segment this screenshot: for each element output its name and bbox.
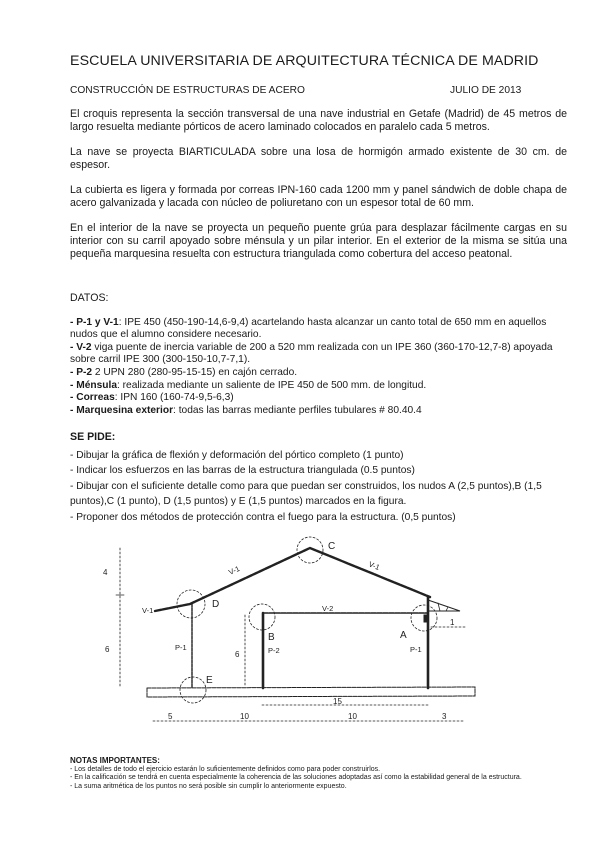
datos-item: - Marquesina exterior: todas las barras mediante perfiles tubulares # 80.40.4 — [70, 404, 422, 416]
datos-item: - Correas: IPN 160 (160-74-9,5-6,3) — [70, 392, 234, 404]
datos-section — [70, 292, 570, 417]
intro-text — [70, 108, 567, 273]
intro-paragraph: La nave se proyecta BIARTICULADA sobre una losa de hormigón armado existente de 30 cm. de espesor. — [70, 146, 567, 171]
dim-eave-height: 6 — [105, 645, 110, 654]
label-v1-mid: V-1 — [227, 564, 242, 577]
datos-item: - P-1 y V-1: IPE 450 (450-190-14,6-9,4) acartelando hasta alcanzar un canto total de 650 mm en aquellos nudos que el alumno considere necesario. — [70, 316, 547, 341]
task-item: - Dibujar con el suficiente detalle como para que puedan ser construidos, los nudos A (2,5 puntos),B (1,5 puntos),C (1 punto), D (1,5 puntos) y E (1,5 puntos) marcados en la figura. — [70, 480, 542, 508]
notes-section — [70, 757, 550, 791]
dim-beam-height: 6 — [235, 650, 240, 659]
se-pide-heading: SE PIDE: — [70, 431, 116, 443]
roof-beam-v1 — [155, 548, 430, 611]
portal-frame-sketch — [90, 530, 490, 740]
intro-paragraph: En el interior de la nave se proyecta un pequeño puente grúa para desplazar fácilmente cargas en su interior con su carril apoyado sobre ménsula y un pilar interior. En el exterior de la misma se sitúa una pequeña marquesina resuelta con estructura triangulada como cobertura del acceso peatonal. — [70, 222, 567, 260]
dim-bottom: 10 — [348, 712, 357, 721]
course-subject: CONSTRUCCIÓN DE ESTRUCTURAS DE ACERO — [70, 85, 305, 96]
note-item: - La suma aritmética de los puntos no será posible sin cumplir lo anteriormente expuesto. — [70, 782, 347, 790]
label-v1-left: V-1 — [142, 606, 154, 615]
datos-item: - P-2 2 UPN 280 (280-95-15-15) en cajón cerrado. — [70, 366, 298, 378]
label-v2: V-2 — [322, 604, 334, 613]
dim-roof-rise: 4 — [103, 568, 108, 577]
detail-circles — [177, 537, 437, 703]
label-p2: P-2 — [268, 646, 280, 655]
canopy-truss — [428, 600, 460, 611]
dim-bottom: 3 — [442, 712, 447, 721]
dim-bottom: 5 — [168, 712, 173, 721]
label-p1-right: P-1 — [410, 645, 422, 654]
datos-heading: DATOS: — [70, 292, 109, 304]
intro-paragraph: La cubierta es ligera y formada por correas IPN-160 cada 1200 mm y panel sándwich de doble chapa de acero galvanizada y lacada con núcleo de poliuretano con un espesor total de 60 mm. — [70, 184, 567, 209]
note-item: - En la calificación se tendrá en cuenta especialmente la coherencia de las soluciones adoptadas así como la estabilidad general de la estructura. — [70, 774, 522, 782]
datos-item: - Ménsula: realizada mediante un saliente de IPE 450 de 500 mm. de longitud. — [70, 379, 427, 391]
datos-item: - V-2 viga puente de inercia variable de 200 a 520 mm realizada con un IPE 360 (360-170-12,7-8) apoyada sobre carril IPE 300 (300-150-10,7-7,1). — [70, 341, 553, 366]
dim-bracket: 1 — [450, 618, 455, 627]
exam-date: JULIO DE 2013 — [450, 85, 522, 96]
node-a-label: A — [400, 630, 407, 641]
dim-bottom: 10 — [240, 712, 249, 721]
node-d-label: D — [212, 599, 220, 610]
se-pide-section — [70, 430, 570, 526]
school-title: ESCUELA UNIVERSITARIA DE ARQUITECTURA TÉCNICA DE MADRID — [70, 53, 539, 69]
note-item: - Los detalles de todo el ejercicio estarán lo suficientemente definidos como para poder construirlos. — [70, 765, 381, 773]
task-item: - Indicar los esfuerzos en las barras de la estructura triangulada (0.5 puntos) — [70, 465, 415, 477]
label-p1-left: P-1 — [175, 643, 187, 652]
node-b-label: B — [268, 632, 275, 643]
dimension-lines — [116, 548, 465, 721]
dim-span-15: 15 — [333, 697, 342, 706]
label-v1-right: V-1 — [367, 559, 382, 573]
node-c-label: C — [328, 541, 336, 552]
bracket — [424, 615, 428, 622]
task-item: - Proponer dos métodos de protección contra el fuego para la estructura. (0,5 puntos) — [70, 511, 456, 523]
node-e-label: E — [206, 675, 213, 686]
notes-heading: NOTAS IMPORTANTES: — [70, 756, 160, 765]
task-item: - Dibujar la gráfica de flexión y deformación del pórtico completo (1 punto) — [70, 449, 404, 461]
intro-paragraph: El croquis representa la sección transversal de una nave industrial en Getafe (Madrid) de 45 metros de largo resuelta mediante pórticos de acero laminado colocados en paralelo cada 5 metros. — [70, 108, 567, 133]
concrete-slab — [147, 687, 475, 697]
